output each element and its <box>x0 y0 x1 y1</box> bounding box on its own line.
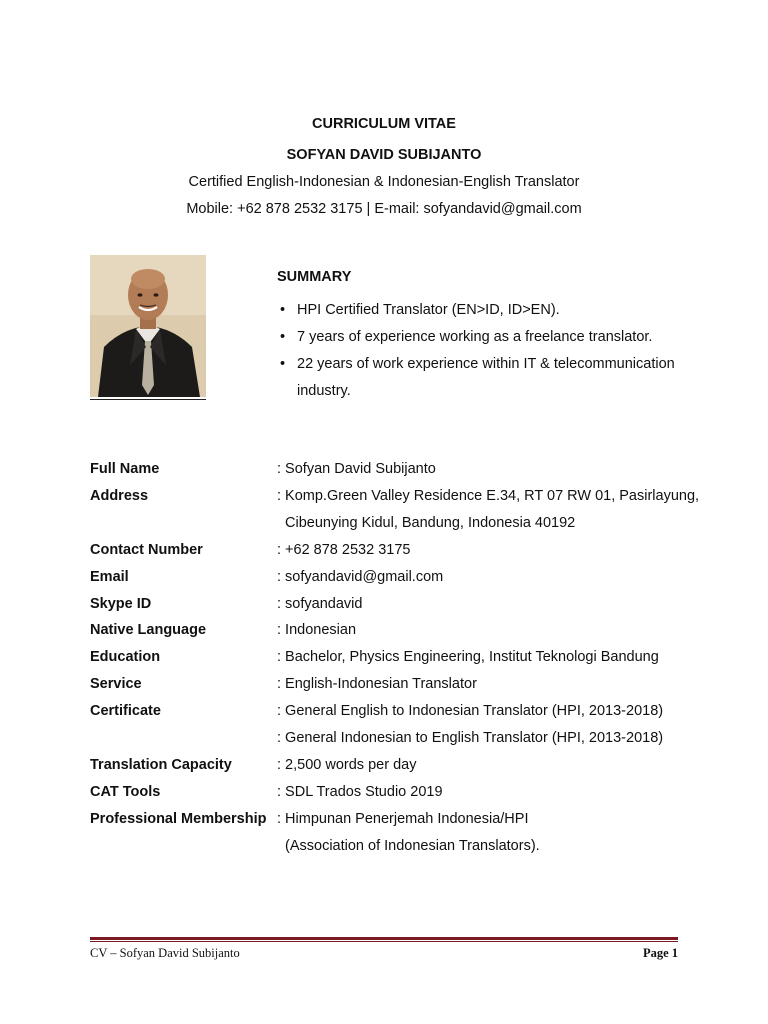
info-value <box>277 483 710 537</box>
info-label: Skype ID <box>90 595 152 612</box>
photo-underline <box>90 399 206 400</box>
footer-rule-thin <box>90 941 678 942</box>
contact-line: Mobile: +62 878 2532 3175 | E-mail: sofyandavid@gmail.com <box>186 201 582 217</box>
summary-heading: SUMMARY <box>277 269 352 285</box>
info-value <box>277 456 710 483</box>
info-row-cat-tools <box>90 779 710 806</box>
info-value <box>277 806 710 860</box>
document-title: CURRICULUM VITAE <box>312 116 456 132</box>
info-label: Address <box>90 487 149 504</box>
info-row-translation-capacity <box>90 752 710 779</box>
footer-doc-label: CV – Sofyan David Subijanto <box>90 946 240 960</box>
info-label: Email <box>90 568 129 585</box>
summary-list <box>277 297 707 405</box>
info-value-line: : SDL Trados Studio 2019 <box>277 783 443 800</box>
person-name: SOFYAN DAVID SUBIJANTO <box>286 147 482 163</box>
profile-photo <box>90 255 206 397</box>
info-row-full-name <box>90 456 710 483</box>
info-value-line: : English-Indonesian Translator <box>277 676 477 693</box>
info-label: CAT Tools <box>90 783 161 800</box>
info-label: Contact Number <box>90 541 203 558</box>
info-row-email <box>90 564 710 591</box>
info-label: Professional Membership <box>90 810 267 827</box>
info-value-line: : +62 878 2532 3175 <box>277 541 411 558</box>
info-value <box>277 564 710 591</box>
info-value-line: : Sofyan David Subijanto <box>277 461 436 477</box>
tagline: Certified English-Indonesian & Indonesian-English Translator <box>188 174 580 190</box>
info-label: Education <box>90 649 161 666</box>
personal-info-table <box>90 456 710 860</box>
info-value <box>277 698 710 752</box>
info-value <box>277 617 710 644</box>
info-value-line: : Indonesian <box>277 622 357 639</box>
info-row-native-language <box>90 617 710 644</box>
footer-page-number: Page 1 <box>642 946 678 960</box>
info-label: Native Language <box>90 622 207 639</box>
summary-item: • 7 years of experience working as a freelance translator. <box>277 324 707 351</box>
info-row-professional-membership <box>90 806 710 860</box>
info-value-line: : sofyandavid <box>277 595 363 612</box>
info-value-line: : Himpunan Penerjemah Indonesia/HPI <box>277 810 529 827</box>
info-value <box>277 644 710 671</box>
summary-item: • HPI Certified Translator (EN>ID, ID>EN). <box>277 297 707 324</box>
footer-rule <box>90 937 678 940</box>
info-value-line: : 2,500 words per day <box>277 756 417 773</box>
info-row-education <box>90 644 710 671</box>
info-label: Translation Capacity <box>90 756 232 773</box>
info-value-line: : sofyandavid@gmail.com <box>277 568 444 585</box>
info-value-line: (Association of Indonesian Translators). <box>285 837 540 854</box>
info-value-line: : General English to Indonesian Translator (HPI, 2013-2018) <box>277 703 664 720</box>
info-label: Full Name <box>90 461 160 477</box>
info-label: Service <box>90 676 142 693</box>
info-value <box>277 537 710 564</box>
summary-item: • 22 years of work experience within IT & telecommunication industry. <box>277 351 707 405</box>
info-value <box>277 591 710 618</box>
info-value-line: : Komp.Green Valley Residence E.34, RT 07 RW 01, Pasirlayung, <box>277 487 700 504</box>
info-row-service <box>90 671 710 698</box>
info-value <box>277 779 710 806</box>
info-value-line: Cibeunying Kidul, Bandung, Indonesia 40192 <box>285 514 576 531</box>
info-value <box>277 752 710 779</box>
info-row-address <box>90 483 710 537</box>
info-value-line: : General Indonesian to English Translator (HPI, 2013-2018) <box>277 730 664 747</box>
info-row-contact-number <box>90 537 710 564</box>
info-row-skype-id <box>90 591 710 618</box>
info-value <box>277 671 710 698</box>
info-row-certificate <box>90 698 710 752</box>
info-value-line: : Bachelor, Physics Engineering, Institut Teknologi Bandung <box>277 649 659 666</box>
info-label: Certificate <box>90 703 161 720</box>
